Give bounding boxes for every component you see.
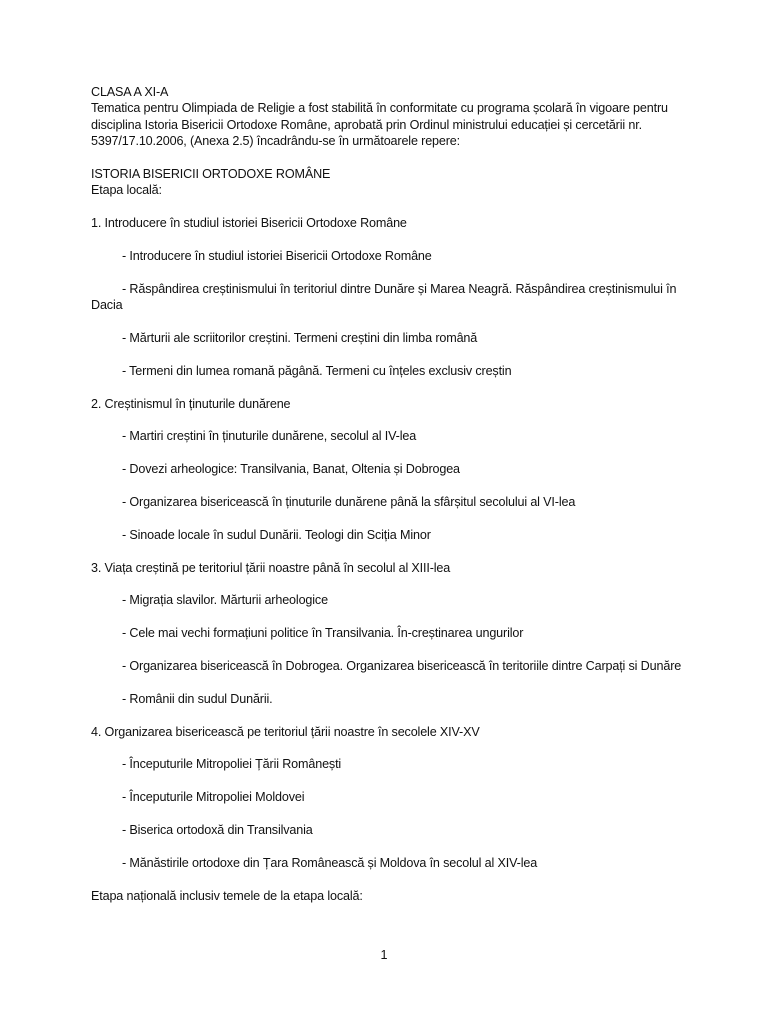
section-2-item-3: - Organizarea bisericească în ținuturile dunărene până la sfârșitul secolului al VI-lea: [122, 495, 576, 509]
intro-paragraph: Tematica pentru Olimpiada de Religie a fost stabilită în conformitate cu programa școlară în vigoare pentru disciplina Istoria Bisericii Ortodoxe Române, aprobată prin Ordinul ministrului educației și cercetării nr. 5397/17.10.2006, (Anexa 2.5) încadrându-se în următoarele repere:: [91, 101, 668, 149]
stage-national-heading: Etapa națională inclusiv temele de la etapa locală:: [91, 888, 363, 903]
section-1-item-2: - Răspândirea creștinismului în teritoriul dintre Dunăre și Marea Neagră. Răspândirea creștinismului în Dacia: [91, 281, 677, 313]
section-2-item-4: - Sinoade locale în sudul Dunării. Teologi din Sciția Minor: [122, 527, 431, 542]
section-title-3: 3. Viața creștină pe teritoriul țării noastre până în secolul al XIII-lea: [91, 560, 451, 575]
section-4-item-2: - Începuturile Mitropoliei Moldovei: [122, 790, 305, 805]
section-1-item-1: - Introducere în studiul istoriei Bisericii Ortodoxe Române: [122, 249, 432, 264]
page-number: 1: [380, 948, 388, 962]
section-2-item-2: - Dovezi arheologice: Transilvania, Banat, Oltenia și Dobrogea: [122, 462, 460, 477]
section-3-item-2: - Cele mai vechi formațiuni politice în Transilvania. În-creștinarea ungurilor: [122, 626, 524, 641]
section-4-item-4: - Mănăstirile ortodoxe din Țara Românească și Moldova în secolul al XIV-lea: [122, 855, 538, 870]
subject-heading: ISTORIA BISERICII ORTODOXE ROMÂNE: [91, 167, 331, 182]
section-title-2: 2. Creștinismul în ținuturile dunărene: [91, 396, 291, 411]
section-4-item-1: - Începuturile Mitropoliei Țării Românești: [122, 757, 342, 772]
section-title-4: 4. Organizarea bisericească pe teritoriul țării noastre în secolele XIV-XV: [91, 724, 480, 739]
section-3-item-4: - Românii din sudul Dunării.: [122, 691, 273, 706]
section-3-item-3: - Organizarea bisericească în Dobrogea. Organizarea bisericească în teritoriile dintre Carpați si Dunăre: [122, 658, 682, 673]
document-body: [91, 84, 691, 904]
section-title-1: 1. Introducere în studiul istoriei Bisericii Ortodoxe Române: [91, 216, 407, 231]
section-1-item-4: - Termeni din lumea romană păgână. Termeni cu înțeles exclusiv creștin: [122, 363, 512, 378]
section-2-item-1: - Martiri creștini în ținuturile dunărene, secolul al IV-lea: [122, 429, 417, 444]
section-4-item-3: - Biserica ortodoxă din Transilvania: [122, 822, 313, 837]
stage-local-heading: Etapa locală:: [91, 183, 162, 198]
section-1-item-3: - Mărturii ale scriitorilor creștini. Termeni creștini din limba română: [122, 331, 478, 346]
class-heading: CLASA A XI-A: [91, 85, 169, 99]
section-3-item-1: - Migrația slavilor. Mărturii arheologice: [122, 593, 328, 608]
